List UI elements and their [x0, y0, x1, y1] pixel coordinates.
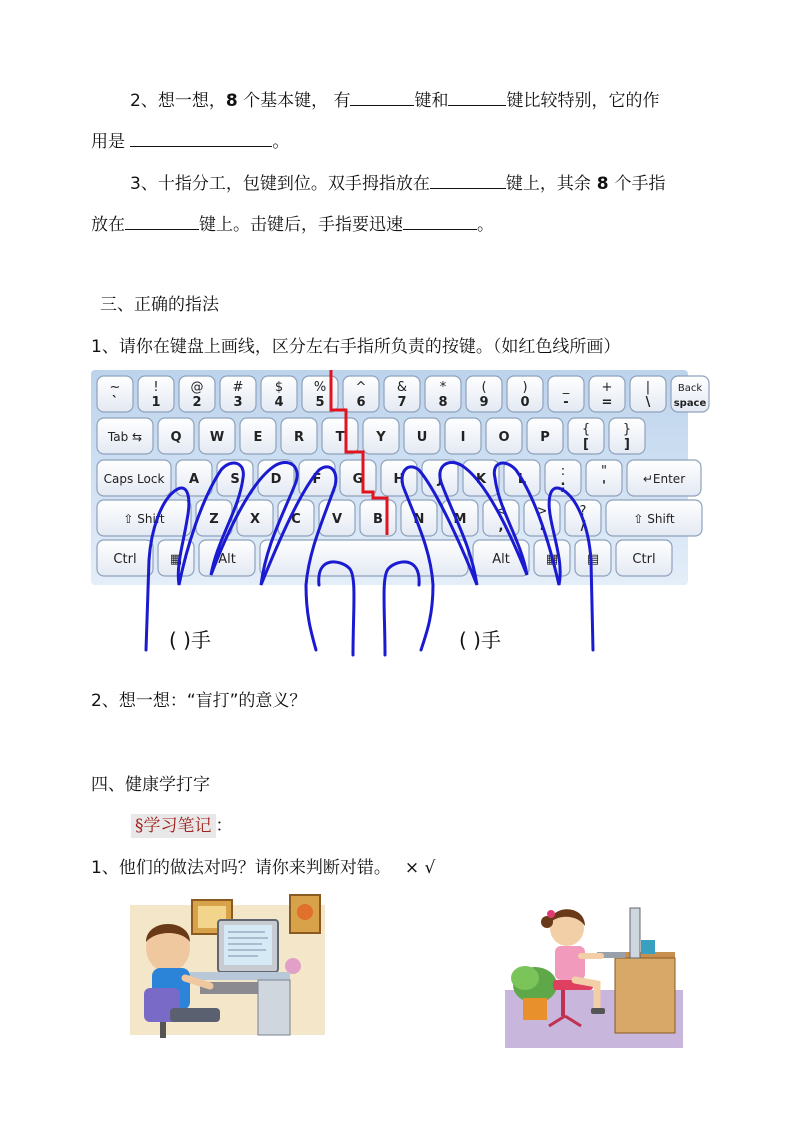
svg-text:;: ; — [560, 479, 566, 494]
key[interactable] — [179, 376, 215, 412]
svg-text:Alt: Alt — [218, 552, 236, 567]
svg-text:*: * — [439, 380, 447, 395]
svg-text:I: I — [460, 430, 466, 445]
svg-text:%: % — [313, 380, 327, 395]
svg-text:9: 9 — [479, 395, 489, 410]
svg-text:#: # — [232, 380, 244, 395]
svg-text:+: + — [601, 380, 613, 395]
key[interactable] — [360, 500, 396, 536]
key[interactable] — [575, 540, 611, 576]
svg-text:Ctrl: Ctrl — [113, 552, 137, 567]
boy-at-computer-illustration — [130, 890, 330, 1045]
svg-text:U: U — [416, 430, 428, 445]
left-hand-label[interactable]: ( )手 — [169, 628, 211, 652]
svg-text:D: D — [270, 472, 282, 487]
svg-text:Back: Back — [677, 383, 703, 394]
key[interactable] — [609, 418, 645, 454]
key[interactable] — [627, 460, 701, 496]
key[interactable] — [616, 540, 672, 576]
q2-line2: 用是 。 — [91, 128, 289, 153]
svg-text:N: N — [413, 512, 425, 527]
key[interactable] — [199, 540, 255, 576]
svg-text:>: > — [536, 504, 548, 519]
key[interactable] — [671, 376, 709, 412]
svg-text:}: } — [622, 422, 632, 437]
key[interactable] — [97, 418, 153, 454]
svg-text:@: @ — [190, 380, 204, 395]
key[interactable] — [217, 460, 253, 496]
svg-text:": " — [601, 464, 607, 479]
section3-title: 三、正确的指法 — [100, 295, 219, 315]
svg-text:S: S — [230, 472, 240, 487]
svg-text:Y: Y — [376, 430, 386, 445]
svg-text:space: space — [673, 398, 707, 409]
svg-text:Caps Lock: Caps Lock — [103, 472, 165, 486]
svg-text:0: 0 — [520, 395, 530, 410]
svg-text:|: | — [645, 380, 651, 395]
key[interactable] — [97, 460, 171, 496]
svg-text:K: K — [475, 472, 487, 487]
svg-text:!: ! — [153, 380, 159, 395]
key[interactable] — [363, 418, 399, 454]
key[interactable] — [261, 376, 297, 412]
right-hand-label[interactable]: ( )手 — [459, 628, 501, 652]
q3-line1: 3、十指分工，包键到位。双手拇指放在 键上，其余 8 个手指 — [130, 170, 666, 195]
svg-text:1: 1 — [151, 395, 161, 410]
key[interactable] — [548, 376, 584, 412]
study-notes-tag: §学习笔记 — [131, 814, 216, 838]
svg-text:R: R — [293, 430, 305, 445]
svg-text:▦: ▦ — [545, 552, 559, 567]
blank-3[interactable] — [130, 128, 272, 147]
blank-5[interactable] — [125, 211, 199, 230]
svg-text:↵Enter: ↵Enter — [642, 472, 686, 486]
svg-text:E: E — [253, 430, 263, 445]
svg-text:V: V — [331, 512, 343, 527]
svg-text:5: 5 — [315, 395, 325, 410]
key[interactable] — [589, 376, 625, 412]
blank-6[interactable] — [403, 211, 477, 230]
svg-text:X: X — [249, 512, 261, 527]
svg-text:): ) — [522, 380, 528, 395]
svg-text:H: H — [393, 472, 405, 487]
svg-text:L: L — [517, 472, 527, 487]
q3-line2: 放在 键上。击键后，手指要迅速 。 — [91, 211, 494, 236]
svg-text:^: ^ — [355, 380, 367, 395]
key[interactable] — [97, 500, 191, 536]
svg-text:G: G — [352, 472, 364, 487]
svg-text:▤: ▤ — [586, 552, 600, 567]
svg-text:4: 4 — [274, 395, 284, 410]
key[interactable] — [486, 418, 522, 454]
svg-text:_: _ — [562, 380, 570, 395]
svg-text:J: J — [437, 472, 443, 487]
keyboard-svg — [91, 370, 707, 660]
key[interactable] — [586, 460, 622, 496]
key[interactable] — [425, 376, 461, 412]
key[interactable] — [260, 540, 468, 576]
svg-text:Tab ⇆: Tab ⇆ — [107, 430, 143, 444]
blank-2[interactable] — [448, 87, 506, 106]
key[interactable] — [630, 376, 666, 412]
blank-4[interactable] — [430, 170, 506, 189]
key[interactable] — [507, 376, 543, 412]
key[interactable] — [322, 418, 358, 454]
girl-at-computer-illustration — [505, 900, 685, 1050]
blank-1[interactable] — [350, 87, 414, 106]
svg-text:6: 6 — [356, 395, 366, 410]
key[interactable] — [281, 418, 317, 454]
svg-text:(: ( — [481, 380, 487, 395]
svg-text:O: O — [498, 430, 510, 445]
key[interactable] — [302, 376, 338, 412]
svg-text:Q: Q — [170, 430, 182, 445]
svg-text:$: $ — [274, 380, 284, 395]
svg-text:C: C — [291, 512, 301, 527]
key[interactable] — [606, 500, 702, 536]
key[interactable] — [138, 376, 174, 412]
keyboard-diagram — [91, 370, 707, 660]
svg-text:/: / — [580, 519, 586, 534]
svg-text:\: \ — [645, 395, 651, 410]
section4-title: 四、健康学打字 — [91, 775, 210, 795]
svg-text:⇧ Shift: ⇧ Shift — [123, 512, 165, 526]
svg-text:T: T — [335, 430, 345, 445]
key[interactable] — [466, 376, 502, 412]
svg-text:-: - — [563, 395, 569, 410]
svg-text:2: 2 — [192, 395, 202, 410]
svg-text::: : — [560, 464, 566, 479]
study-notes: §学习笔记 ： — [131, 815, 233, 837]
svg-text:M: M — [453, 512, 467, 527]
svg-text:?: ? — [579, 504, 587, 519]
svg-text:~: ~ — [109, 380, 121, 395]
key[interactable] — [199, 418, 235, 454]
key[interactable] — [158, 418, 194, 454]
key[interactable] — [384, 376, 420, 412]
key[interactable] — [97, 376, 133, 412]
svg-text:,: , — [498, 519, 504, 534]
key[interactable] — [527, 418, 563, 454]
svg-text:▦: ▦ — [169, 552, 183, 567]
key[interactable] — [176, 460, 212, 496]
svg-text:P: P — [540, 430, 550, 445]
svg-text:`: ` — [111, 395, 119, 410]
svg-text:{: { — [581, 422, 591, 437]
svg-text:<: < — [495, 504, 507, 519]
key[interactable] — [568, 418, 604, 454]
svg-text:W: W — [209, 430, 225, 445]
section3-q1: 1、请你在键盘上画线，区分左右手指所负责的按键。（如红色线所画） — [91, 337, 621, 357]
key[interactable] — [220, 376, 256, 412]
section3-q2: 2、想一想：“盲打”的意义？ — [91, 691, 307, 711]
section4-q1: 1、他们的做法对吗？请你来判断对错。 × √ — [91, 858, 436, 878]
svg-text:3: 3 — [233, 395, 243, 410]
svg-text:[: [ — [583, 437, 589, 452]
svg-text:A: A — [188, 472, 200, 487]
key[interactable] — [445, 418, 481, 454]
svg-text:8: 8 — [438, 395, 448, 410]
svg-text:Ctrl: Ctrl — [632, 552, 656, 567]
key[interactable] — [97, 540, 153, 576]
svg-text:.: . — [539, 519, 545, 534]
q2-line1: 2、想一想，8 个基本键， 有 键和 键比较特别，它的作 — [130, 87, 659, 112]
key[interactable] — [404, 418, 440, 454]
svg-text:⇧ Shift: ⇧ Shift — [633, 512, 675, 526]
svg-text:=: = — [601, 395, 613, 410]
key[interactable] — [240, 418, 276, 454]
judge-marks[interactable]: × √ — [404, 858, 436, 878]
svg-text:': ' — [602, 479, 606, 494]
svg-text:&: & — [396, 380, 408, 395]
svg-text:Z: Z — [209, 512, 219, 527]
svg-text:B: B — [373, 512, 383, 527]
svg-text:7: 7 — [397, 395, 407, 410]
svg-text:Alt: Alt — [492, 552, 510, 567]
key[interactable] — [343, 376, 379, 412]
svg-text:]: ] — [624, 437, 630, 452]
svg-text:F: F — [312, 472, 322, 487]
